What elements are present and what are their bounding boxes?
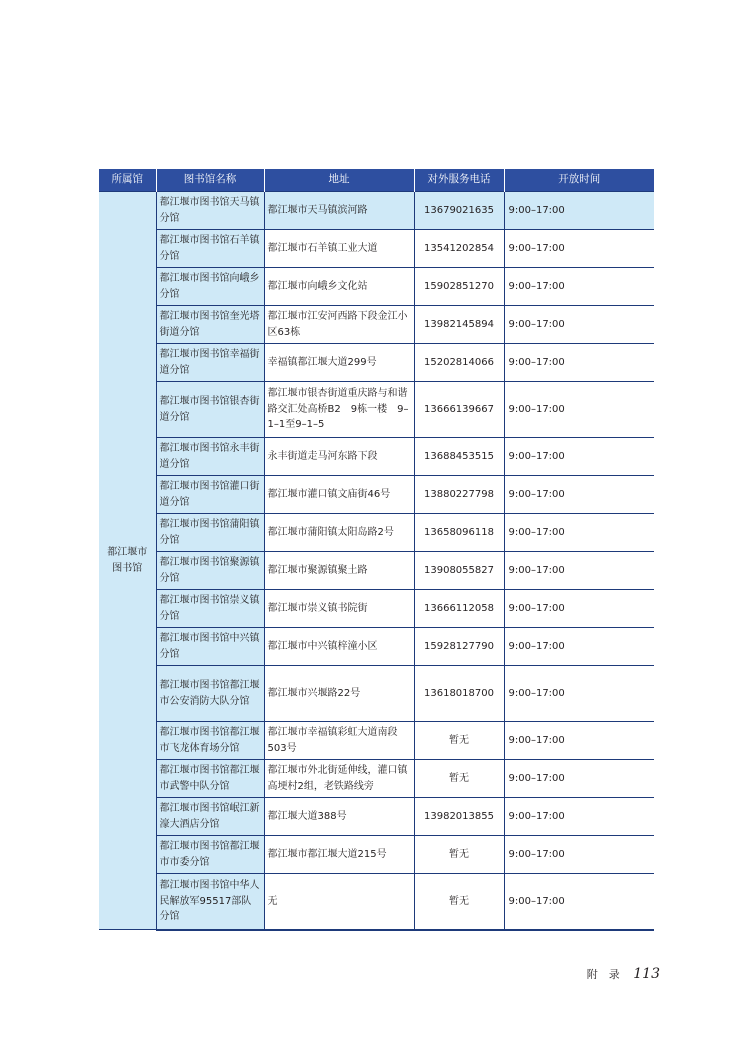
table-row [99,836,654,874]
address-cell: 都江堰市中兴镇梓潼小区 [264,628,414,666]
address-cell: 都江堰市都江堰大道215号 [264,836,414,874]
address-cell: 都江堰市崇义镇书院街 [264,590,414,628]
address-cell: 都江堰市幸福镇彩虹大道南段503号 [264,722,414,760]
header-parent-library: 所属馆 [99,169,156,192]
table-row [99,722,654,760]
phone-cell: 13982013855 [414,798,504,836]
library-table [99,169,654,931]
header-phone: 对外服务电话 [414,169,504,192]
header-hours: 开放时间 [504,169,654,192]
table-row [99,382,654,438]
address-cell: 都江堰市外北街延伸线，灌口镇高埂村2组，老铁路线旁 [264,760,414,798]
hours-cell: 9:00–17:00 [504,666,654,722]
phone-cell: 13982145894 [414,306,504,344]
table-row [99,476,654,514]
phone-cell: 13908055827 [414,552,504,590]
phone-cell: 暂无 [414,836,504,874]
address-cell: 都江堰市兴堰路22号 [264,666,414,722]
address-cell: 都江堰市向峨乡文化站 [264,268,414,306]
phone-cell: 暂无 [414,722,504,760]
page-number: 113 [633,966,660,982]
table-row [99,666,654,722]
library-name-cell: 都江堰市图书馆幸福街道分馆 [156,344,264,382]
address-cell: 都江堰市蒲阳镇太阳岛路2号 [264,514,414,552]
table-body [99,192,654,930]
table-header [99,169,654,192]
library-name-cell: 都江堰市图书馆聚源镇分馆 [156,552,264,590]
address-cell: 永丰街道走马河东路下段 [264,438,414,476]
phone-cell: 13658096118 [414,514,504,552]
hours-cell: 9:00–17:00 [504,268,654,306]
hours-cell: 9:00–17:00 [504,552,654,590]
address-cell: 都江堰市石羊镇工业大道 [264,230,414,268]
header-address: 地址 [264,169,414,192]
library-name-cell: 都江堰市图书馆银杏街道分馆 [156,382,264,438]
table-row [99,590,654,628]
library-table-container [99,169,654,931]
hours-cell: 9:00–17:00 [504,722,654,760]
library-name-cell: 都江堰市图书馆石羊镇分馆 [156,230,264,268]
hours-cell: 9:00–17:00 [504,836,654,874]
table-row [99,874,654,930]
header-library-name: 图书馆名称 [156,169,264,192]
library-name-cell: 都江堰市图书馆都江堰市武警中队分馆 [156,760,264,798]
phone-cell: 15928127790 [414,628,504,666]
phone-cell: 13666139667 [414,382,504,438]
library-name-cell: 都江堰市图书馆岷江新濠大酒店分馆 [156,798,264,836]
table-row [99,230,654,268]
library-name-cell: 都江堰市图书馆灌口街道分馆 [156,476,264,514]
address-cell: 无 [264,874,414,930]
hours-cell: 9:00–17:00 [504,874,654,930]
table-row [99,306,654,344]
hours-cell: 9:00–17:00 [504,628,654,666]
library-name-cell: 都江堰市图书馆都江堰市公安消防大队分馆 [156,666,264,722]
library-name-cell: 都江堰市图书馆中兴镇分馆 [156,628,264,666]
phone-cell: 13679021635 [414,192,504,230]
address-cell: 都江堰市天马镇滨河路 [264,192,414,230]
hours-cell: 9:00–17:00 [504,192,654,230]
hours-cell: 9:00–17:00 [504,760,654,798]
table-row [99,514,654,552]
phone-cell: 15202814066 [414,344,504,382]
phone-cell: 15902851270 [414,268,504,306]
library-name-cell: 都江堰市图书馆中华人民解放军95517部队分馆 [156,874,264,930]
phone-cell: 13618018700 [414,666,504,722]
phone-cell: 暂无 [414,874,504,930]
hours-cell: 9:00–17:00 [504,476,654,514]
library-name-cell: 都江堰市图书馆天马镇分馆 [156,192,264,230]
address-cell: 都江堰大道388号 [264,798,414,836]
hours-cell: 9:00–17:00 [504,438,654,476]
footer-section-label: 附 录 [586,968,620,981]
library-name-cell: 都江堰市图书馆奎光塔街道分馆 [156,306,264,344]
address-cell: 都江堰市银杏街道重庆路与和谐路交汇处高桥B2 9栋一楼 9–1–1至9–1–5 [264,382,414,438]
phone-cell: 13880227798 [414,476,504,514]
hours-cell: 9:00–17:00 [504,514,654,552]
table-row [99,628,654,666]
phone-cell: 13541202854 [414,230,504,268]
parent-library-cell: 都江堰市 图书馆 [99,192,156,930]
phone-cell: 暂无 [414,760,504,798]
address-cell: 都江堰市聚源镇聚土路 [264,552,414,590]
table-row [99,760,654,798]
hours-cell: 9:00–17:00 [504,306,654,344]
phone-cell: 13666112058 [414,590,504,628]
phone-cell: 13688453515 [414,438,504,476]
table-row [99,438,654,476]
hours-cell: 9:00–17:00 [504,344,654,382]
library-name-cell: 都江堰市图书馆都江堰市飞龙体育场分馆 [156,722,264,760]
address-cell: 都江堰市江安河西路下段金江小区63栋 [264,306,414,344]
page-footer [587,966,660,982]
library-name-cell: 都江堰市图书馆永丰街道分馆 [156,438,264,476]
hours-cell: 9:00–17:00 [504,590,654,628]
hours-cell: 9:00–17:00 [504,230,654,268]
hours-cell: 9:00–17:00 [504,798,654,836]
address-cell: 都江堰市灌口镇文庙街46号 [264,476,414,514]
library-name-cell: 都江堰市图书馆向峨乡分馆 [156,268,264,306]
table-row [99,192,654,230]
table-row [99,268,654,306]
table-row [99,552,654,590]
library-name-cell: 都江堰市图书馆蒲阳镇分馆 [156,514,264,552]
table-row [99,344,654,382]
table-row [99,798,654,836]
library-name-cell: 都江堰市图书馆崇义镇分馆 [156,590,264,628]
address-cell: 幸福镇都江堰大道299号 [264,344,414,382]
library-name-cell: 都江堰市图书馆都江堰市市委分馆 [156,836,264,874]
hours-cell: 9:00–17:00 [504,382,654,438]
